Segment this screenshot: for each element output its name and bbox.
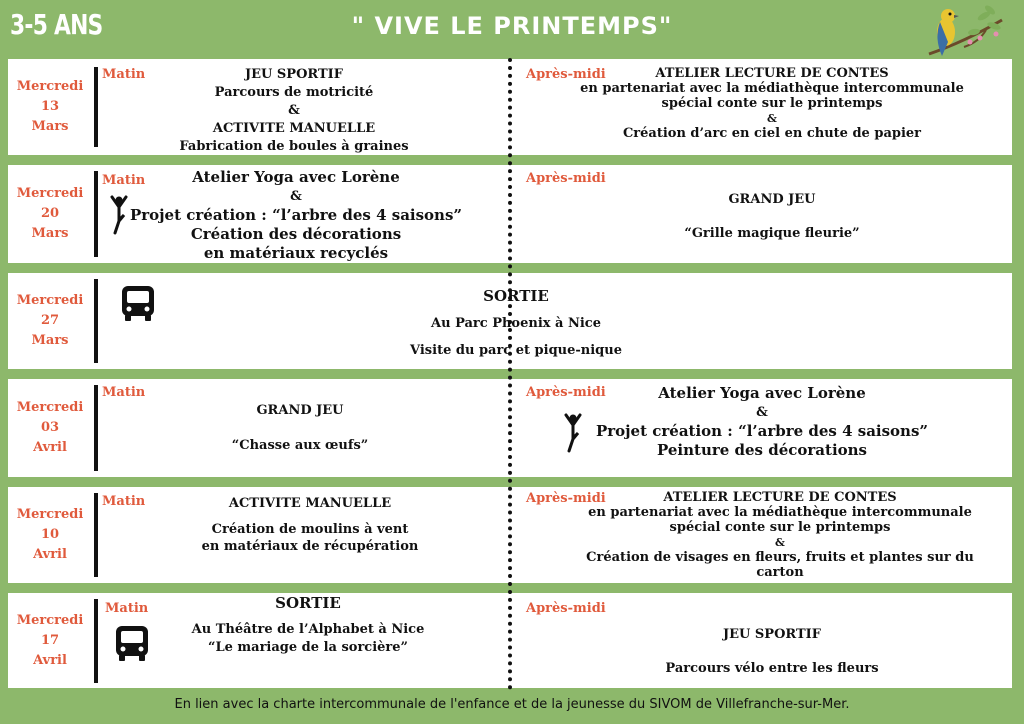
morning-label: Matin (102, 173, 146, 188)
morning-label: Matin (102, 494, 146, 509)
divider (94, 599, 98, 683)
afternoon-activity: GRAND JEU “Grille magique fleurie” (684, 192, 860, 241)
divider (94, 171, 98, 257)
day-date: Mercredi 27 Mars (16, 293, 84, 348)
day-date: Mercredi 10 Avril (16, 507, 84, 562)
morning-label: Matin (102, 67, 146, 82)
morning-label: Matin (102, 385, 146, 400)
afternoon-label: Après-midi (526, 385, 606, 400)
day-date: Mercredi 20 Mars (16, 186, 84, 241)
day-date: Mercredi 17 Avril (16, 612, 84, 668)
afternoon-activity: Atelier Yoga avec Lorène & Projet création : “l’arbre des 4 saisons” Peinture des décorations (595, 384, 929, 459)
bird-icon (924, 2, 1004, 62)
morning-activity: JEU SPORTIF Parcours de motricité & ACTIVITE MANUELLE Fabrication de boules à graines (179, 67, 409, 154)
morning-activity: ACTIVITE MANUELLE Création de moulins à vent en matériaux de récupération (201, 496, 419, 554)
divider (94, 385, 98, 471)
afternoon-label: Après-midi (526, 67, 606, 82)
dotted-separator (508, 58, 512, 690)
afternoon-label: Après-midi (526, 171, 606, 186)
afternoon-activity: ATELIER LECTURE DE CONTES en partenariat avec la médiathèque intercommunale spécial conte sur le printemps & Création de visages en fleurs, fruits et plantes sur du carton (586, 490, 974, 580)
bus-icon (118, 283, 158, 323)
day-date: Mercredi 03 Avril (16, 400, 84, 455)
footer-note: En lien avec la charte intercommunale de l'enfance et de la jeunesse du SIVOM de Villefranche-sur-Mer. (174, 697, 850, 712)
divider (94, 67, 98, 147)
divider (94, 279, 98, 363)
divider (94, 493, 98, 577)
morning-activity: GRAND JEU “Chasse aux œufs” (231, 403, 369, 453)
afternoon-activity: ATELIER LECTURE DE CONTES en partenariat avec la médiathèque intercommunale spécial conte sur le printemps & Création d’arc en ciel en chute de papier (580, 66, 964, 141)
morning-label: Matin (105, 601, 149, 616)
age-group: 3-5 ANS (10, 8, 103, 41)
page-title: " VIVE LE PRINTEMPS" (351, 12, 673, 40)
morning-activity: Atelier Yoga avec Lorène & Projet création : “l’arbre des 4 saisons” Création des décorations en matériaux recyclés (129, 168, 463, 262)
afternoon-label: Après-midi (526, 491, 606, 506)
morning-activity: SORTIE Au Théâtre de l’Alphabet à Nice “Le mariage de la sorcière” (191, 594, 425, 655)
afternoon-label: Après-midi (526, 601, 606, 616)
full-day-activity: SORTIE Au Parc Phoenix à Nice Visite du parc et pique-nique (410, 287, 622, 358)
afternoon-activity: JEU SPORTIF Parcours vélo entre les fleurs (665, 627, 879, 676)
day-date: Mercredi 13 Mars (16, 79, 84, 134)
